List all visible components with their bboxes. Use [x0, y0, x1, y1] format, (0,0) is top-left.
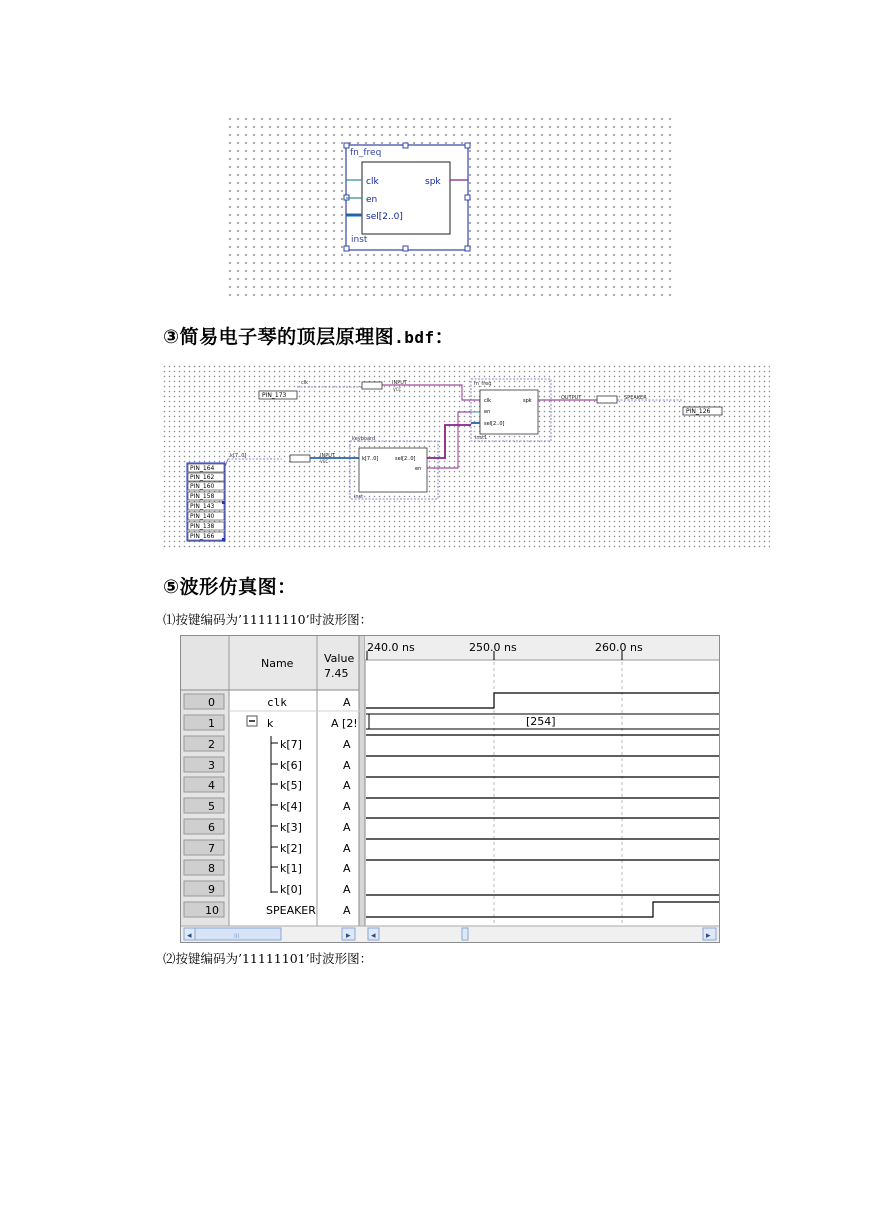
fn-freq-title: fn_freq — [474, 381, 492, 387]
svg-text:▸: ▸ — [706, 931, 711, 941]
clk-vcc-tag: VCC — [393, 387, 402, 392]
k-input-tag: INPUT — [320, 453, 335, 459]
row-icon — [184, 694, 224, 709]
time-label-2: 260.0 ns — [595, 641, 643, 654]
svg-text:k[2]: k[2] — [280, 842, 302, 855]
pin-list — [188, 464, 224, 540]
output-tag: OUTPUT — [561, 395, 582, 401]
port-en: en — [366, 195, 378, 205]
svg-text:A: A — [343, 779, 351, 792]
svg-text:8: 8 — [208, 862, 215, 875]
svg-text:SPEAKER: SPEAKER — [266, 904, 316, 917]
clk-pin-label: clk — [301, 380, 309, 386]
row-index: 0 — [208, 696, 215, 709]
port-spk: spk — [425, 177, 441, 187]
svg-text:k: k — [267, 717, 274, 730]
svg-text:A [2!: A [2! — [331, 717, 358, 730]
heading-waveform-simulation — [163, 572, 297, 598]
col-name-header: Name — [261, 657, 294, 670]
clk-pin-assign: PIN_173 — [262, 392, 287, 399]
svg-text:k[7]: k[7] — [280, 738, 302, 751]
caption-waveform-2: ⑵按键编码为’11111101’时波形图： — [163, 951, 373, 966]
heading3-colon: ： — [434, 326, 455, 348]
svg-text:7: 7 — [208, 842, 215, 855]
bus-value-label: [254] — [526, 715, 556, 728]
time-label-0: 240.0 ns — [367, 641, 415, 654]
svg-text:A: A — [343, 738, 351, 751]
pin-4: PIN_143 — [190, 503, 215, 510]
fn-freq-sel: sel[2..0] — [484, 421, 505, 427]
svg-text:A: A — [343, 842, 351, 855]
fn-freq-spk: spk — [523, 398, 532, 404]
heading-top-level-schematic — [163, 322, 454, 348]
fn-freq-clk: clk — [484, 398, 492, 404]
caption-waveform-1: ⑴按键编码为’11111110’时波形图： — [163, 612, 373, 627]
svg-text:◂: ◂ — [187, 931, 192, 941]
svg-text:k[4]: k[4] — [280, 800, 302, 813]
scroll-grip: III — [234, 933, 240, 940]
circled-number-5: ⑤ — [163, 576, 180, 598]
row-value: A — [343, 696, 351, 709]
speaker-pin: PIN_126 — [686, 408, 711, 415]
k-vcc-tag: VCC — [320, 459, 329, 464]
time-label-1: 250.0 ns — [469, 641, 517, 654]
symbol-inst: inst — [351, 235, 368, 245]
top-level-schematic[interactable] — [162, 364, 770, 549]
pin-5: PIN_140 — [190, 513, 215, 520]
svg-text:▸: ▸ — [346, 931, 351, 941]
svg-text:1: 1 — [208, 717, 215, 730]
svg-text:◂: ◂ — [371, 931, 376, 941]
svg-text:k[6]: k[6] — [280, 759, 302, 772]
fn-freq-symbol[interactable] — [226, 115, 673, 296]
svg-text:k[3]: k[3] — [280, 821, 302, 834]
svg-text:9: 9 — [208, 883, 215, 896]
svg-text:6: 6 — [208, 821, 215, 834]
pin-3: PIN_158 — [190, 493, 215, 500]
heading5-text: 波形仿真图 — [179, 576, 278, 598]
pin-7: PIN_166 — [190, 533, 215, 540]
port-clk: clk — [366, 177, 379, 187]
pin-2: PIN_160 — [190, 483, 215, 490]
col-value-header2: 7.45 — [324, 667, 349, 680]
pin-0: PIN_164 — [190, 465, 215, 472]
svg-text:k[5]: k[5] — [280, 779, 302, 792]
svg-text:A: A — [343, 800, 351, 813]
svg-text:A: A — [343, 904, 351, 917]
col-value-header: Value — [324, 652, 355, 665]
k-bus-label: k[7..0] — [230, 453, 247, 459]
speaker-label: SPEAKER — [624, 395, 647, 401]
svg-text:2: 2 — [208, 738, 215, 751]
svg-text:10: 10 — [205, 904, 219, 917]
fn-freq-en: en — [484, 409, 491, 415]
svg-text:A: A — [343, 759, 351, 772]
waveform-window[interactable] — [180, 635, 720, 943]
symbol-title: fn_freq — [350, 148, 382, 158]
keyboard-in: k[7..0] — [362, 456, 379, 462]
svg-text:k[1]: k[1] — [280, 862, 302, 875]
svg-text:A: A — [343, 883, 351, 896]
waveform-rows — [184, 693, 719, 917]
svg-text:5: 5 — [208, 800, 215, 813]
keyboard-en: en — [415, 466, 422, 472]
keyboard-inst: inst — [354, 494, 364, 500]
row-name: clk — [267, 696, 287, 709]
svg-text:3: 3 — [208, 759, 215, 772]
waveform-canvas — [181, 636, 719, 942]
clk-input-tag: INPUT — [392, 380, 407, 386]
fn-freq-inst: inst1 — [475, 435, 488, 441]
keyboard-sel: sel[2..0] — [395, 456, 416, 462]
keyboard-title: keyboard — [352, 436, 376, 442]
pin-1: PIN_162 — [190, 474, 215, 481]
heading3-ext: .bdf — [394, 328, 435, 347]
svg-text:k[0]: k[0] — [280, 883, 302, 896]
svg-text:4: 4 — [208, 779, 215, 792]
svg-text:A: A — [343, 862, 351, 875]
circled-number-3: ③ — [163, 326, 180, 348]
svg-text:A: A — [343, 821, 351, 834]
port-sel: sel[2..0] — [366, 212, 403, 222]
heading5-colon: ： — [277, 576, 297, 598]
heading3-text: 简易电子琴的顶层原理图 — [179, 326, 395, 348]
pin-6: PIN_138 — [190, 523, 215, 530]
